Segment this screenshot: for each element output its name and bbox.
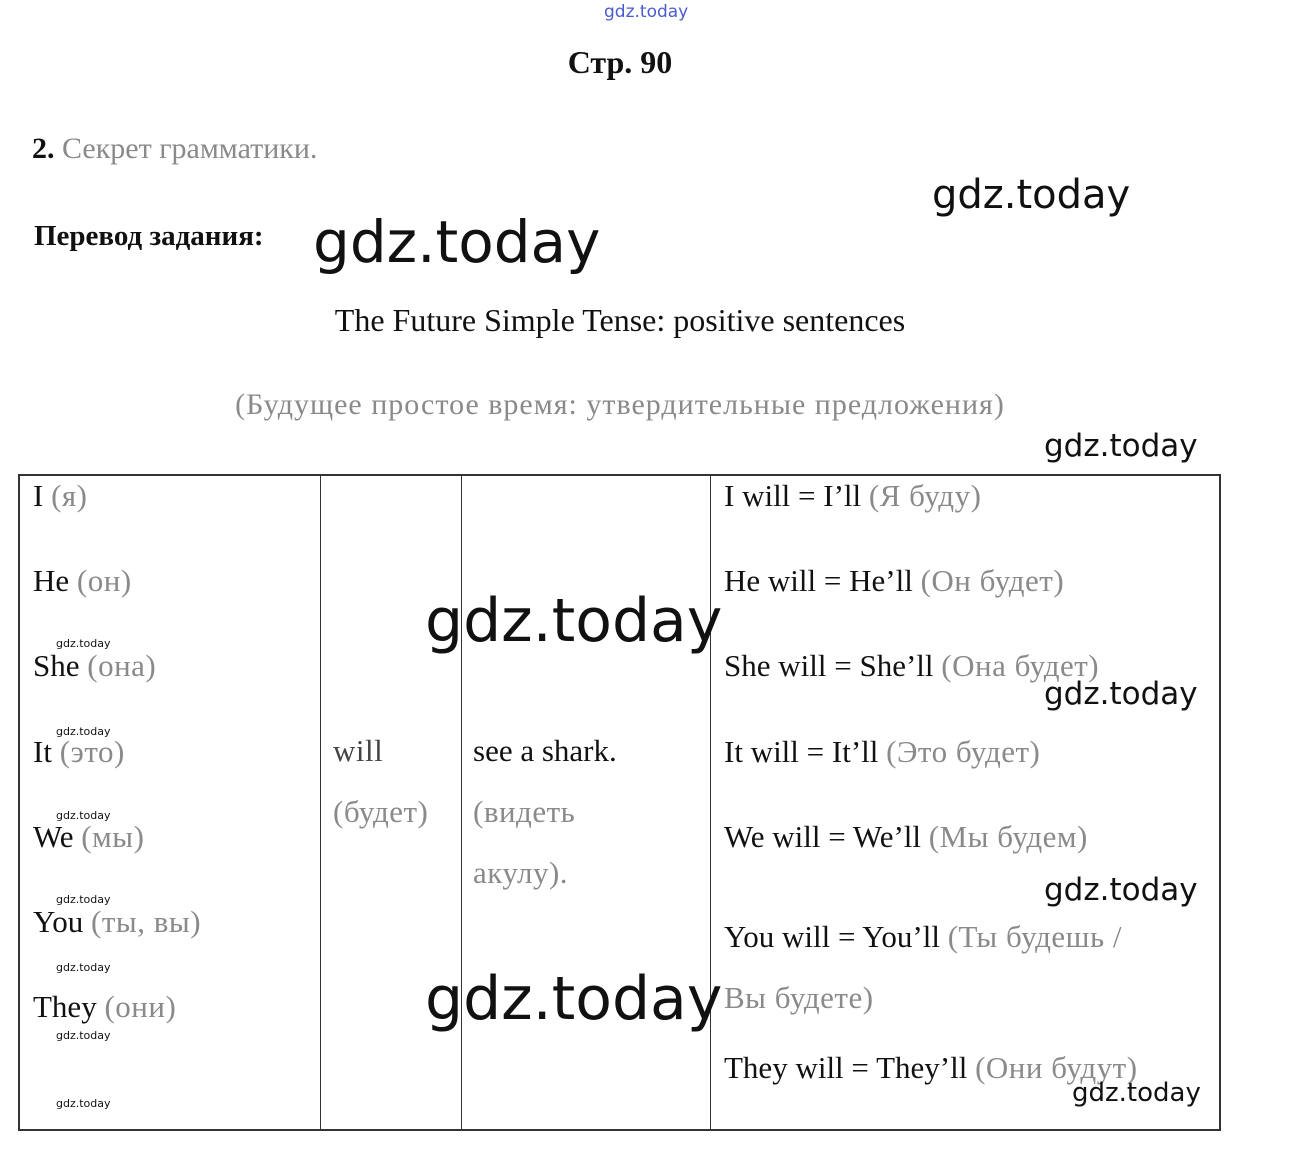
pronoun-she: She (она) <box>33 648 157 683</box>
verb-phrase-ru-line1: (видеть <box>473 794 576 829</box>
pronoun-i: I (я) <box>33 478 88 513</box>
watermark-right-1: gdz.today <box>932 172 1131 218</box>
subtitle-russian: (Будущее простое время: утвердительные предложения) <box>235 388 1005 421</box>
contraction-they: They will = They’ll (Они будут) <box>724 1050 1138 1085</box>
contraction-you: You will = You’ll (Ты будешь / Вы будете) <box>724 919 1123 1015</box>
watermark-right-2: gdz.today <box>1044 428 1198 464</box>
watermark-right-3: gdz.today <box>1044 676 1198 712</box>
auxiliary-ru: (будет) <box>333 794 429 829</box>
watermark-small: gdz.today <box>56 637 111 650</box>
watermark-small: gdz.today <box>56 1097 111 1110</box>
auxiliary-cell <box>333 720 428 842</box>
watermark-small: gdz.today <box>56 893 111 906</box>
watermark-small: gdz.today <box>56 725 111 738</box>
task-title: Секрет грамматики. <box>62 132 318 165</box>
contraction-he: He will = He’ll (Он будет) <box>724 563 1065 598</box>
contraction-i: I will = I’ll (Я буду) <box>724 478 982 513</box>
watermark-small: gdz.today <box>56 809 111 822</box>
page-number: Стр. 90 <box>567 44 673 80</box>
pronoun-they: They (они) <box>33 989 177 1024</box>
auxiliary-en: will <box>333 733 384 768</box>
contraction-she: She will = She’ll (Она будет) <box>724 648 1100 683</box>
verb-phrase-en: see a shark. <box>473 733 617 768</box>
translation-label: Перевод задания: <box>34 220 264 252</box>
pronoun-we: We (мы) <box>33 819 145 854</box>
watermark-right-4: gdz.today <box>1044 872 1198 908</box>
task-number: 2. <box>32 132 55 165</box>
watermark-large-3: gdz.today <box>425 964 723 1034</box>
watermark-small: gdz.today <box>56 961 111 974</box>
watermark-right-5: gdz.today <box>1072 1078 1201 1108</box>
watermark-top: gdz.today <box>604 2 689 22</box>
verb-phrase-cell <box>473 720 617 903</box>
contraction-it: It will = It’ll (Это будет) <box>724 734 1041 769</box>
watermark-large-1: gdz.today <box>313 208 601 276</box>
contraction-we: We will = We’ll (Мы будем) <box>724 819 1088 854</box>
verb-phrase-ru-line2: акулу). <box>473 855 569 890</box>
task-heading <box>32 132 317 166</box>
pronoun-it: It (это) <box>33 734 125 769</box>
pronoun-you: You (ты, вы) <box>33 904 202 939</box>
pronoun-he: He (он) <box>33 563 132 598</box>
column-divider <box>320 476 321 1129</box>
subtitle-english: The Future Simple Tense: positive sentences <box>334 302 906 338</box>
watermark-large-2: gdz.today <box>425 586 723 656</box>
watermark-small: gdz.today <box>56 1029 111 1042</box>
